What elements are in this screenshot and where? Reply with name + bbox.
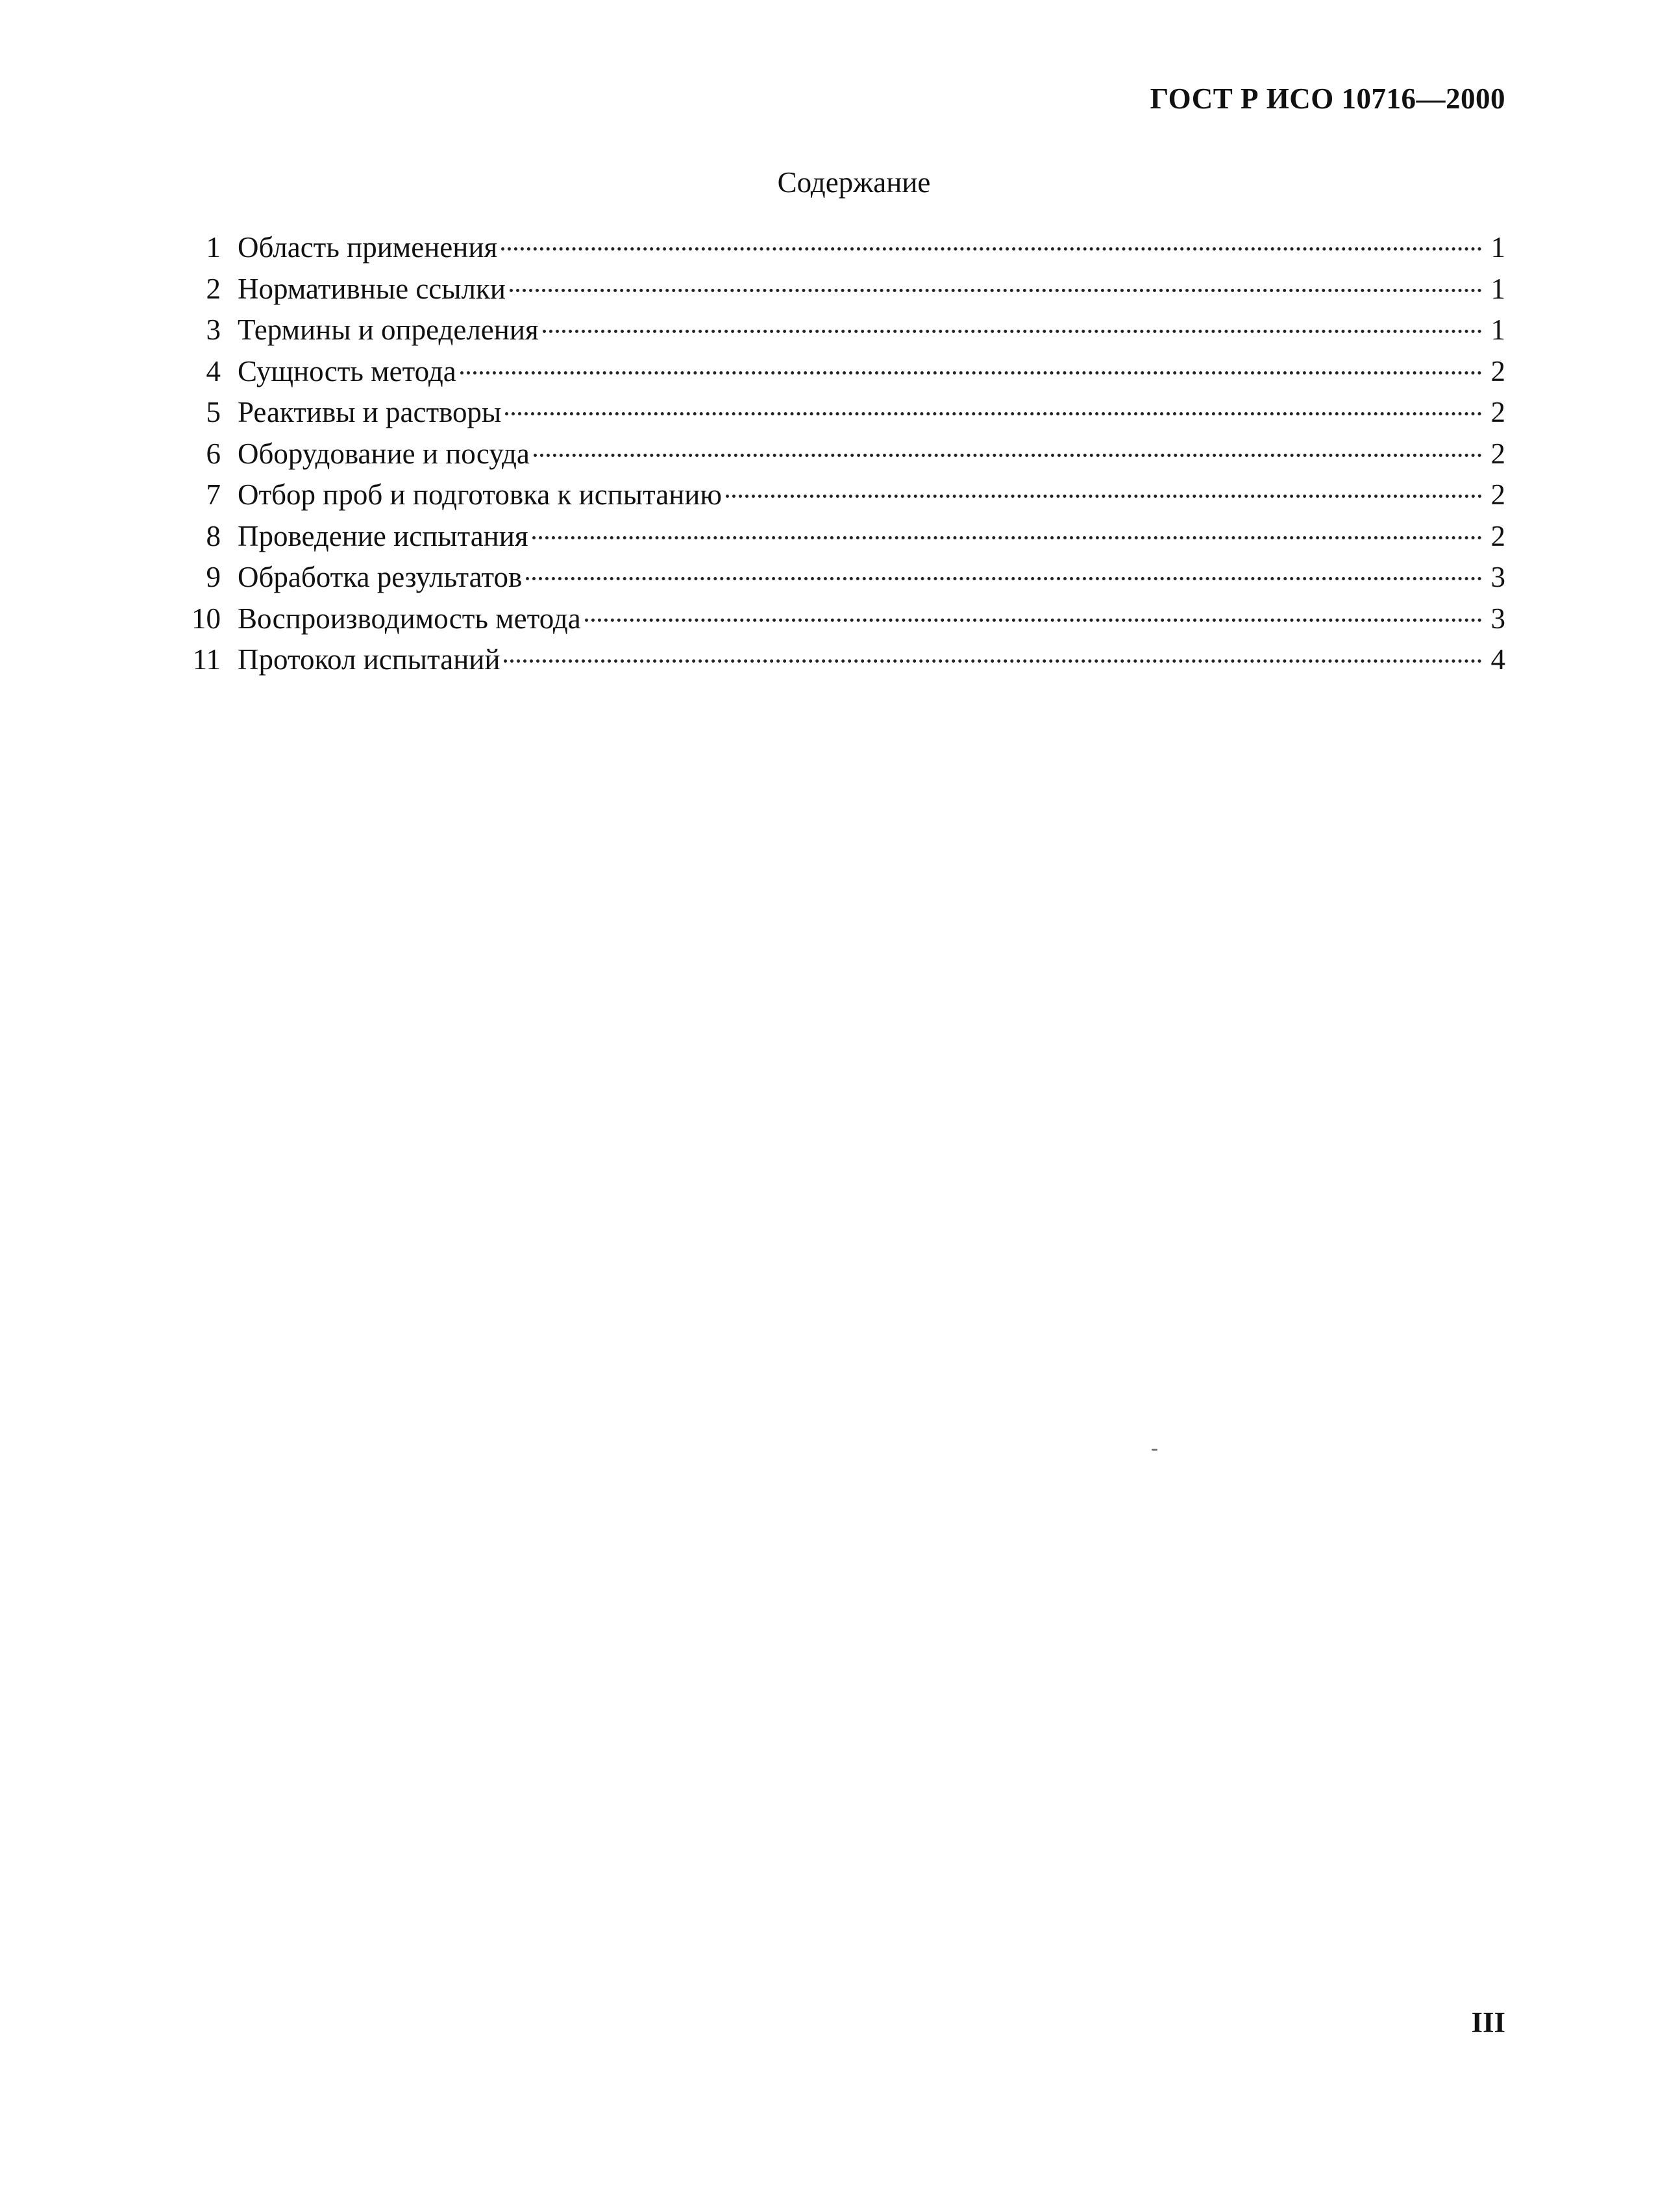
toc-entry-number: 6 xyxy=(206,437,221,470)
toc-entry-number: 5 xyxy=(206,396,221,428)
toc-entry-number: 9 xyxy=(206,561,221,593)
toc-entry-page: 1 xyxy=(1490,272,1505,305)
toc-dot-leader xyxy=(510,289,1482,292)
toc-entry-title: Обработка результатов xyxy=(238,561,523,593)
toc-entry-title: Оборудование и посуда xyxy=(238,437,530,470)
toc-entry xyxy=(174,351,1505,393)
toc-entry-page: 2 xyxy=(1490,478,1505,511)
toc-entry-number: 4 xyxy=(206,354,221,387)
toc-dot-leader xyxy=(526,577,1481,580)
toc-dot-leader xyxy=(534,454,1482,457)
toc-entry-page: 3 xyxy=(1490,561,1505,593)
toc-entry-number: 1 xyxy=(206,231,221,264)
toc-dot-leader xyxy=(726,495,1482,498)
toc-entry-title: Область применения xyxy=(238,231,498,264)
toc-dot-leader xyxy=(543,330,1482,333)
toc-entry xyxy=(174,269,1505,310)
toc-entry-page: 2 xyxy=(1490,354,1505,387)
toc-entry xyxy=(174,557,1505,598)
contents-title: Содержание xyxy=(777,166,931,199)
toc-entry-title: Реактивы и растворы xyxy=(238,396,502,428)
document-code-header: ГОСТ Р ИСО 10716—2000 xyxy=(1150,82,1505,115)
toc-entry-page: 2 xyxy=(1490,396,1505,428)
toc-entry xyxy=(174,598,1505,640)
scan-speck xyxy=(1152,1449,1157,1451)
toc-entry-page: 2 xyxy=(1490,437,1505,470)
page-number: III xyxy=(1471,2006,1505,2039)
toc-entry-number: 2 xyxy=(206,272,221,305)
toc-entry xyxy=(174,474,1505,516)
toc-dot-leader xyxy=(460,371,1482,375)
table-of-contents xyxy=(174,227,1505,681)
toc-dot-leader xyxy=(585,619,1482,622)
toc-entry-number: 10 xyxy=(192,602,221,635)
toc-entry-number: 3 xyxy=(206,313,221,346)
toc-entry-title: Протокол испытаний xyxy=(238,643,501,676)
toc-entry xyxy=(174,310,1505,351)
toc-entry-page: 1 xyxy=(1490,313,1505,346)
toc-entry xyxy=(174,639,1505,681)
toc-entry-page: 3 xyxy=(1490,602,1505,635)
toc-dot-leader xyxy=(501,247,1481,251)
toc-entry-title: Воспроизводимость метода xyxy=(238,602,581,635)
toc-entry-title: Нормативные ссылки xyxy=(238,272,506,305)
toc-entry xyxy=(174,392,1505,434)
toc-entry-number: 11 xyxy=(192,643,221,676)
toc-dot-leader xyxy=(532,536,1482,539)
toc-entry-number: 7 xyxy=(206,478,221,511)
toc-entry xyxy=(174,516,1505,558)
toc-entry-page: 4 xyxy=(1490,643,1505,676)
toc-dot-leader xyxy=(504,659,1481,663)
toc-entry-title: Проведение испытания xyxy=(238,519,528,552)
toc-entry-number: 8 xyxy=(206,519,221,552)
toc-entry xyxy=(174,227,1505,269)
toc-entry-page: 2 xyxy=(1490,519,1505,552)
toc-entry-title: Термины и определения xyxy=(238,313,539,346)
toc-entry-title: Сущность метода xyxy=(238,354,456,387)
toc-entry-title: Отбор проб и подготовка к испытанию xyxy=(238,478,722,511)
toc-dot-leader xyxy=(505,412,1481,415)
toc-entry-page: 1 xyxy=(1490,231,1505,264)
toc-entry xyxy=(174,434,1505,475)
